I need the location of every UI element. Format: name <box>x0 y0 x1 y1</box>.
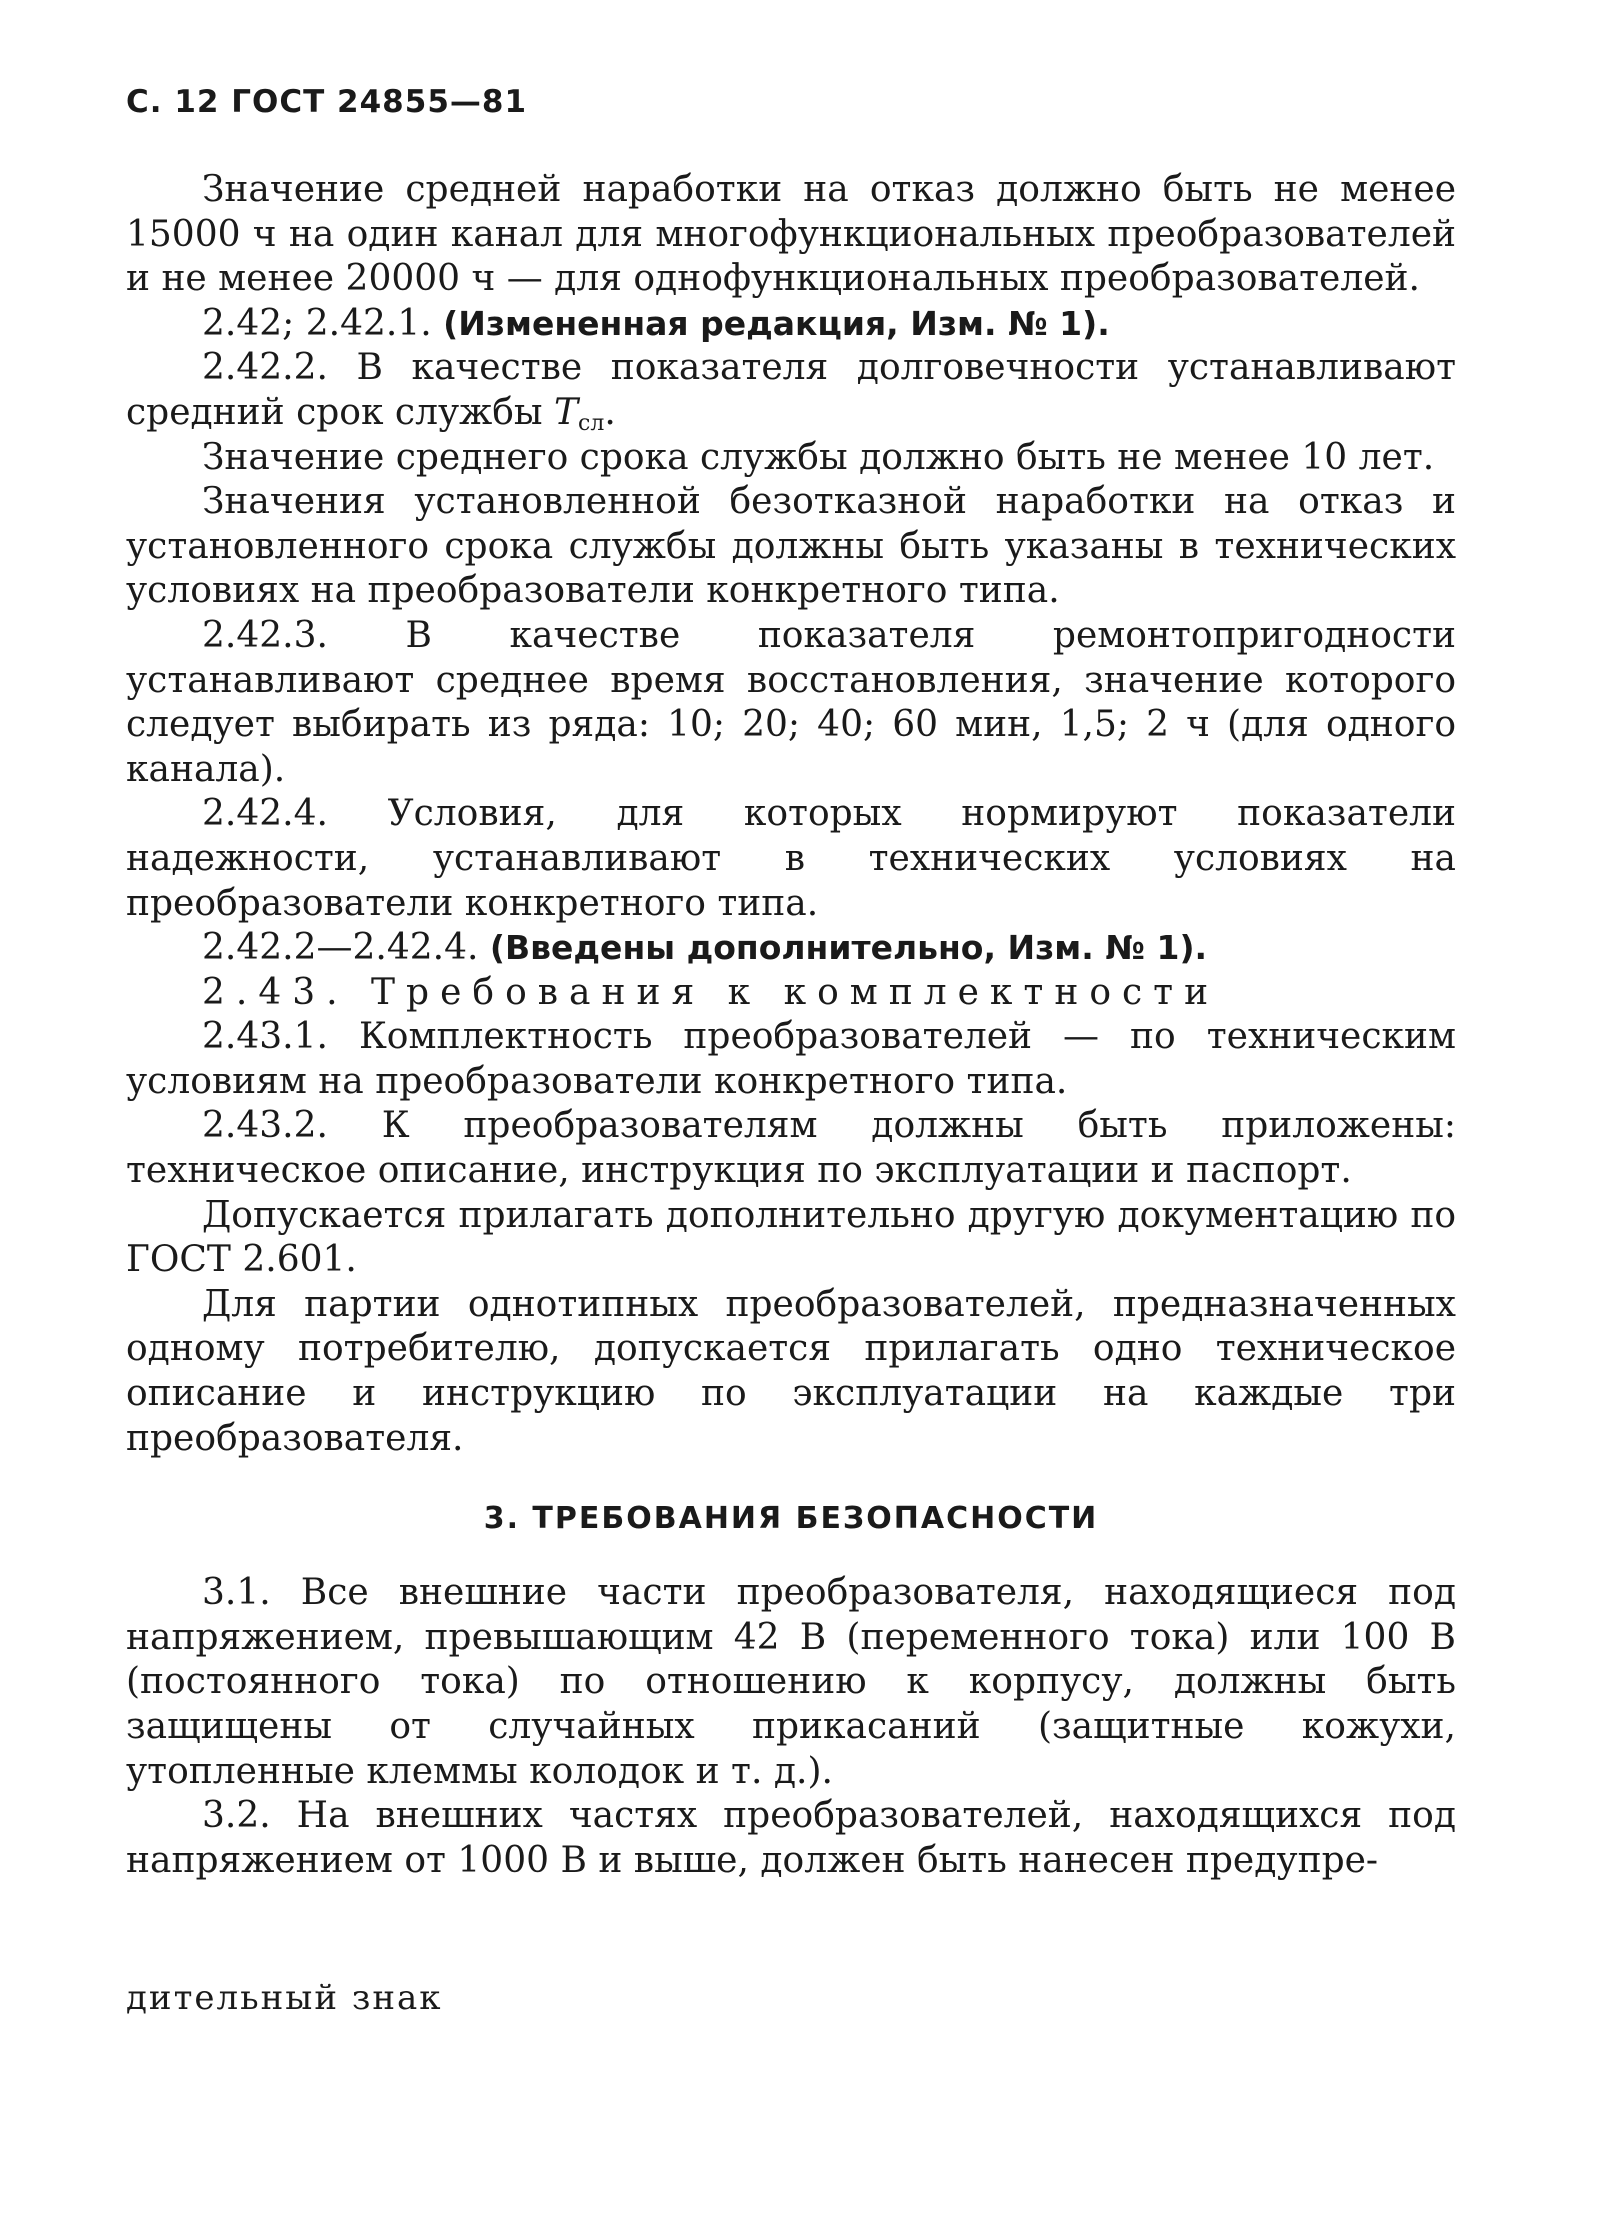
clause-end: . <box>604 391 616 433</box>
paragraph-2-42-3: 2.42.3. В качестве показателя ремонтопригодности устанавливают среднее время восстановления, значение которого следует выбирать из ряда: 10; 20; 40; 60 мин, 1,5; 2 ч (для одного канала). <box>126 614 1456 790</box>
section-3-title: 3. ТРЕБОВАНИЯ БЕЗОПАСНОСТИ <box>483 1501 1099 1537</box>
paragraph-2-42-amendment <box>126 302 1456 347</box>
amendment-note: (Измененная редакция, Изм. № 1). <box>443 303 1110 343</box>
paragraph-2-42-4: 2.42.4. Условия, для которых нормируют показатели надежности, устанавливают в технических условиях на преобразователи конкретного типа. <box>126 793 1456 924</box>
paragraph-specified-values: Значения установленной безотказной наработки на отказ и установленного срока службы должны быть указаны в технических условиях на преобразователи конкретного типа. <box>126 481 1456 612</box>
paragraph-2-43-2: 2.43.2. К преобразователям должны быть приложены: техническое описание, инструкция по эксплуатации и паспорт. <box>126 1105 1456 1192</box>
document-body <box>126 168 1456 1883</box>
page-header: С. 12 ГОСТ 24855—81 <box>126 84 528 120</box>
paragraph-2-43-heading: 2.43. Требования к комплектности <box>202 971 1220 1013</box>
symbol-subscript: сл <box>578 410 605 436</box>
paragraph-mtbf: Значение средней наработки на отказ должно быть не менее 15000 ч на один канал для многофункциональных преобразователей и не менее 20000 ч — для однофункциональных преобразователей. <box>126 169 1456 300</box>
paragraph-service-life: Значение среднего срока службы должно быть не менее 10 лет. <box>202 436 1435 478</box>
clause-number: 2.42; 2.42.1. <box>202 302 444 344</box>
paragraph-2-43-1: 2.43.1. Комплектность преобразователей — по техническим условиям на преобразователи конкретного типа. <box>126 1016 1456 1102</box>
amendment-note: (Введены дополнительно, Изм. № 1). <box>489 928 1208 968</box>
clause-text: 2.42.2. В качестве показателя долговечности устанавливают средний срок службы <box>126 347 1456 433</box>
page-footer-continuation: дительный знак <box>126 1978 443 2018</box>
paragraph-additional-docs: Допускается прилагать дополнительно другую документацию по ГОСТ 2.601. <box>126 1194 1456 1281</box>
paragraph-batch: Для партии однотипных преобразователей, предназначенных одному потребителю, допускается прилагать одно техническое описание и инструкцию по эксплуатации на каждые три преобразователя. <box>126 1283 1456 1459</box>
paragraph-2-42-2 <box>126 346 1456 435</box>
paragraph-2-42-2-4-amendment <box>126 926 1456 971</box>
clause-number: 2.42.2—2.42.4. <box>202 927 490 969</box>
paragraph-3-2: 3.2. На внешних частях преобразователей, находящихся под напряжением от 1000 В и выше, должен быть нанесен предупре- <box>126 1795 1456 1881</box>
symbol-t: T <box>554 391 579 433</box>
paragraph-3-1: 3.1. Все внешние части преобразователя, находящиеся под напряжением, превышающим 42 В (переменного тока) или 100 В (постоянного тока) по отношению к корпусу, должны быть защищены от случайных прикасаний (защитные кожухи, утопленные клеммы колодок и т. д.). <box>126 1572 1456 1792</box>
